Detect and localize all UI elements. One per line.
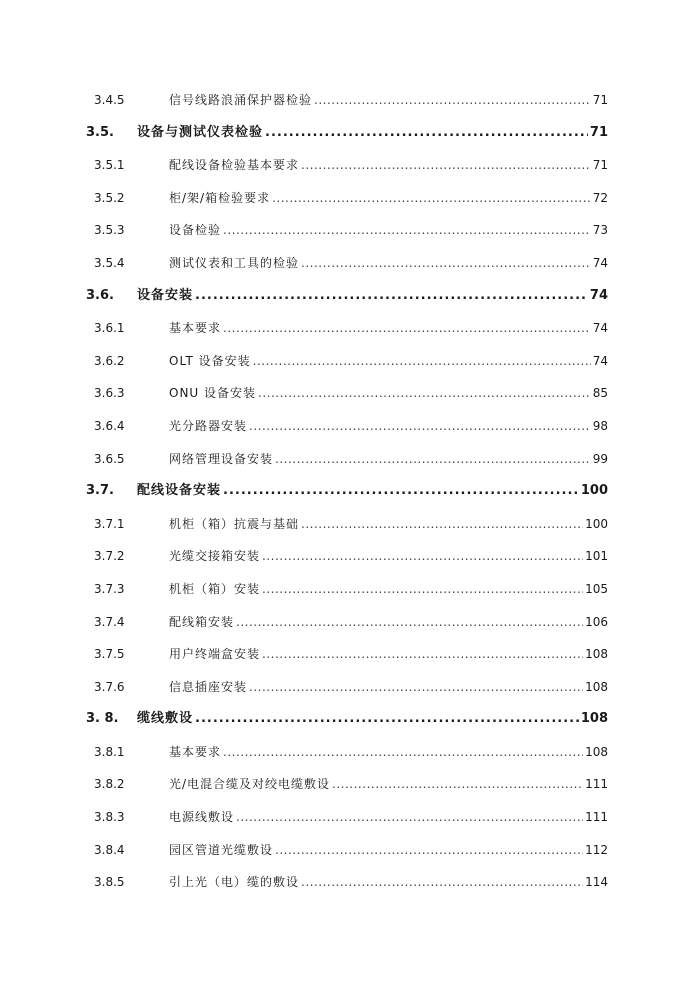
toc-entry-title: 基本要求 <box>169 321 222 336</box>
toc-entry-number: 3.6.2 <box>94 353 125 368</box>
toc-entry-3-6-1[interactable] <box>0 312 695 345</box>
toc-entry-number: 3.6.3 <box>94 386 125 401</box>
toc-section-number: 3.7. <box>86 483 114 499</box>
toc-section-number: 3. 8. <box>86 711 119 727</box>
toc-section-title: 设备安装 <box>137 287 194 303</box>
dot-leader <box>301 157 591 173</box>
toc-entry-3-5-1[interactable] <box>0 149 695 182</box>
toc-section-number: 3.6. <box>86 287 114 303</box>
toc-entry-title: 园区管道光缆敷设 <box>169 842 274 857</box>
toc-section-3-7[interactable] <box>0 475 695 508</box>
dot-leader <box>314 92 591 108</box>
toc-entry-page: 101 <box>585 549 608 564</box>
dot-leader <box>223 222 591 238</box>
dot-leader <box>223 744 583 760</box>
toc-entry-number: 3.7.5 <box>94 647 125 662</box>
toc-entry-number: 3.6.5 <box>94 451 125 466</box>
dot-leader <box>301 516 583 532</box>
toc-entry-3-6-5[interactable] <box>0 443 695 476</box>
table-of-contents <box>0 84 695 899</box>
toc-entry-3-6-4[interactable] <box>0 410 695 443</box>
toc-entry-3-6-3[interactable] <box>0 377 695 410</box>
toc-section-page: 100 <box>580 483 608 499</box>
toc-entry-page: 105 <box>585 581 608 596</box>
toc-entry-number: 3.8.3 <box>94 810 125 825</box>
toc-entry-number: 3.7.4 <box>94 614 125 629</box>
dot-leader <box>195 288 588 304</box>
toc-entry-number: 3.8.4 <box>94 842 125 857</box>
toc-entry-number: 3.5.3 <box>94 223 125 238</box>
dot-leader <box>262 548 583 564</box>
toc-entry-title: 配线设备检验基本要求 <box>169 158 300 173</box>
toc-entry-3-4-5[interactable] <box>0 84 695 117</box>
toc-entry-page: 111 <box>585 810 608 825</box>
toc-entry-number: 3.5.2 <box>94 190 125 205</box>
toc-entry-page: 74 <box>592 353 608 368</box>
toc-entry-page: 74 <box>592 321 608 336</box>
toc-entry-3-6-2[interactable] <box>0 345 695 378</box>
toc-entry-title: OLT 设备安装 <box>169 353 251 368</box>
toc-entry-number: 3.8.2 <box>94 777 125 792</box>
toc-entry-title: 机柜（箱）安装 <box>169 581 261 596</box>
toc-entry-title: 基本要求 <box>169 744 222 759</box>
dot-leader <box>301 874 583 890</box>
toc-entry-page: 85 <box>592 386 608 401</box>
dot-leader <box>236 614 583 630</box>
toc-entry-3-7-3[interactable] <box>0 573 695 606</box>
toc-entry-page: 112 <box>585 842 608 857</box>
toc-entry-page: 100 <box>585 516 608 531</box>
toc-section-title: 配线设备安装 <box>137 483 222 499</box>
dot-leader <box>275 842 583 858</box>
toc-entry-title: 柜/架/箱检验要求 <box>169 190 271 205</box>
dot-leader <box>249 418 591 434</box>
dot-leader <box>195 711 579 727</box>
dot-leader <box>265 125 588 141</box>
dot-leader <box>223 483 579 499</box>
toc-section-3-6[interactable] <box>0 280 695 313</box>
toc-entry-3-8-2[interactable] <box>0 768 695 801</box>
toc-entry-3-5-3[interactable] <box>0 214 695 247</box>
toc-entry-title: 电源线敷设 <box>169 810 235 825</box>
toc-entry-3-7-1[interactable] <box>0 508 695 541</box>
toc-entry-3-8-5[interactable] <box>0 866 695 899</box>
dot-leader <box>275 451 591 467</box>
toc-section-3-5[interactable] <box>0 117 695 150</box>
dot-leader <box>253 353 591 369</box>
toc-entry-title: 网络管理设备安装 <box>169 451 274 466</box>
toc-entry-number: 3.5.1 <box>94 158 125 173</box>
toc-entry-page: 108 <box>585 679 608 694</box>
toc-entry-number: 3.4.5 <box>94 93 125 107</box>
toc-entry-title: 设备检验 <box>169 223 222 238</box>
toc-entry-page: 111 <box>585 777 608 792</box>
toc-entry-3-5-4[interactable] <box>0 247 695 280</box>
toc-section-title: 缆线敷设 <box>137 711 194 727</box>
dot-leader <box>301 255 591 271</box>
toc-entry-title: 配线箱安装 <box>169 614 235 629</box>
toc-entry-title: 用户终端盒安装 <box>169 647 261 662</box>
toc-entry-page: 72 <box>592 190 608 205</box>
toc-entry-page: 99 <box>592 451 608 466</box>
toc-entry-number: 3.7.1 <box>94 516 125 531</box>
dot-leader <box>262 581 583 597</box>
toc-entry-3-7-5[interactable] <box>0 638 695 671</box>
toc-entry-page: 73 <box>592 223 608 238</box>
toc-entry-number: 3.7.2 <box>94 549 125 564</box>
toc-entry-page: 114 <box>585 875 608 890</box>
toc-section-3-8[interactable] <box>0 703 695 736</box>
toc-entry-3-7-4[interactable] <box>0 606 695 639</box>
toc-entry-page: 108 <box>585 744 608 759</box>
toc-entry-title: 信息插座安装 <box>169 679 248 694</box>
toc-entry-page: 106 <box>585 614 608 629</box>
dot-leader <box>223 320 591 336</box>
toc-entry-3-7-6[interactable] <box>0 671 695 704</box>
toc-entry-number: 3.7.3 <box>94 581 125 596</box>
toc-section-title: 设备与测试仪表检验 <box>137 124 264 140</box>
toc-entry-page: 108 <box>585 647 608 662</box>
toc-entry-title: 引上光（电）缆的敷设 <box>169 875 300 890</box>
dot-leader <box>262 646 583 662</box>
toc-entry-3-7-2[interactable] <box>0 540 695 573</box>
toc-entry-title: 信号线路浪涌保护器检验 <box>169 93 313 107</box>
toc-entry-title: 测试仪表和工具的检验 <box>169 255 300 270</box>
dot-leader <box>272 190 591 206</box>
toc-section-number: 3.5. <box>86 124 114 140</box>
toc-entry-title: 光缆交接箱安装 <box>169 549 261 564</box>
toc-entry-page: 74 <box>592 255 608 270</box>
toc-entry-number: 3.7.6 <box>94 679 125 694</box>
dot-leader <box>236 809 583 825</box>
toc-section-page: 74 <box>589 287 608 303</box>
toc-entry-number: 3.6.1 <box>94 321 125 336</box>
dot-leader <box>258 385 591 401</box>
toc-entry-title: 光/电混合缆及对绞电缆敷设 <box>169 777 331 792</box>
toc-entry-page: 71 <box>592 158 608 173</box>
toc-entry-number: 3.5.4 <box>94 255 125 270</box>
toc-entry-page: 98 <box>592 418 608 433</box>
dot-leader <box>332 776 583 792</box>
toc-entry-title: ONU 设备安装 <box>169 386 257 401</box>
toc-entry-title: 光分路器安装 <box>169 418 248 433</box>
dot-leader <box>249 679 583 695</box>
toc-entry-title: 机柜（箱）抗震与基础 <box>169 516 300 531</box>
toc-section-page: 71 <box>589 124 608 140</box>
toc-section-page: 108 <box>580 711 608 727</box>
toc-entry-number: 3.8.1 <box>94 744 125 759</box>
toc-entry-number: 3.6.4 <box>94 418 125 433</box>
toc-entry-number: 3.8.5 <box>94 875 125 890</box>
toc-entry-3-5-2[interactable] <box>0 182 695 215</box>
toc-entry-3-8-4[interactable] <box>0 834 695 867</box>
toc-entry-3-8-1[interactable] <box>0 736 695 769</box>
toc-entry-3-8-3[interactable] <box>0 801 695 834</box>
toc-entry-page: 71 <box>592 93 608 107</box>
